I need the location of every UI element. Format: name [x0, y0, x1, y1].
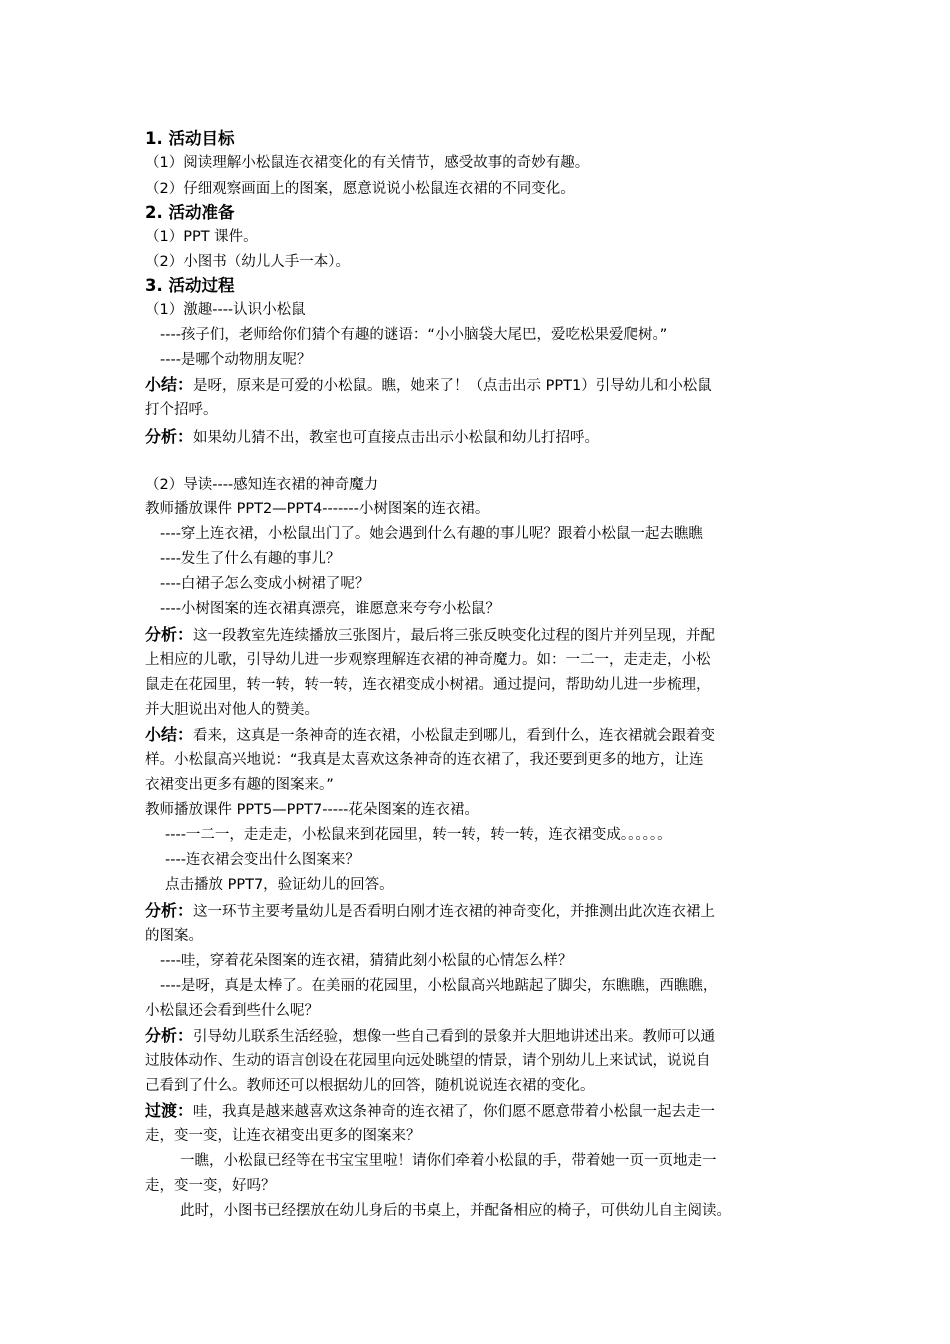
analysis-text: 这一段教室先连续播放三张图片，最后将三张反映变化过程的图片并列呈现，并配 [193, 628, 716, 644]
goal-item: （2）仔细观察画面上的图案，愿意说说小松鼠连衣裙的不同变化。 [145, 181, 575, 197]
prep-item: （2）小图书（幼儿人手一本）。 [145, 254, 350, 270]
analysis-text: 如果幼儿猜不出，教室也可直接点击出示小松鼠和幼儿打招呼。 [193, 430, 600, 446]
dialogue-line: ----穿上连衣裙，小松鼠出门了。她会遇到什么有趣的事儿呢？跟着小松鼠一起去瞧瞧 [160, 526, 703, 542]
body-paragraph: 走，变一变，好吗？ [145, 1178, 276, 1194]
analysis-text: 的图案。 [145, 928, 203, 944]
analysis-text: 这一环节主要考量幼儿是否看明白刚才连衣裙的神奇变化，并推测出此次连衣裙上 [193, 904, 716, 920]
heading-process: 3. 活动过程 [145, 276, 235, 295]
summary-label: 小结： [145, 725, 194, 744]
body-paragraph: 此时，小图书已经摆放在幼儿身后的书桌上，并配备相应的椅子，可供幼儿自主阅读。 [180, 1203, 731, 1219]
summary-label: 小结： [145, 375, 194, 394]
summary-text: 看来，这真是一条神奇的连衣裙，小松鼠走到哪儿，看到什么，连衣裙就会跟着变 [193, 728, 716, 744]
teacher-action: 教师播放课件 PPT2—PPT4-------小树图案的连衣裙。 [145, 501, 490, 517]
transition-text: 走，变一变，让连衣裙变出更多的图案来？ [145, 1128, 421, 1144]
teacher-action: 教师播放课件 PPT5—PPT7-----花朵图案的连衣裙。 [145, 802, 479, 818]
summary-text: 样。小松鼠高兴地说：“我真是太喜欢这条神奇的连衣裙了，我还要到更多的地方，让连 [145, 752, 704, 768]
analysis-label: 分析： [145, 1026, 194, 1045]
transition-label: 过渡： [145, 1101, 194, 1120]
dialogue-line: ----孩子们，老师给你们猜个有趣的谜语：“小小脑袋大尾巴，爱吃松果爱爬树。” [160, 327, 668, 343]
dialogue-line: ----是呀，真是太棒了。在美丽的花园里，小松鼠高兴地踮起了脚尖，东瞧瞧，西瞧瞧， [160, 978, 718, 994]
dialogue-line: ----哇，穿着花朵图案的连衣裙，猜猜此刻小松鼠的心情怎么样？ [160, 953, 573, 969]
analysis-paragraph [145, 1025, 715, 1047]
heading-preparation: 2. 活动准备 [145, 203, 235, 222]
analysis-text: 过肢体动作、生动的语言创设在花园里向远处眺望的情景，请个别幼儿上来试试，说说自 [145, 1053, 711, 1069]
dialogue-line: ----是哪个动物朋友呢？ [160, 352, 312, 368]
dialogue-line: ----小树图案的连衣裙真漂亮，谁愿意来夸夸小松鼠？ [160, 601, 500, 617]
analysis-text: 并大胆说出对他人的赞美。 [145, 702, 319, 718]
summary-text: 是呀，原来是可爱的小松鼠。瞧，她来了！（点击出示 PPT1）引导幼儿和小松鼠 [193, 378, 712, 394]
analysis-paragraph [145, 426, 599, 448]
prep-item: （1）PPT 课件。 [145, 229, 258, 245]
dialogue-line: ----白裙子怎么变成小树裙了呢？ [160, 576, 370, 592]
analysis-text: 鼠走在花园里，转一转，转一转，连衣裙变成小树裙。通过提问，帮助幼儿进一步梳理， [145, 677, 711, 693]
goal-item: （1）阅读理解小松鼠连衣裙变化的有关情节，感受故事的奇妙有趣。 [145, 155, 590, 171]
section-title: （1）激趣----认识小松鼠 [145, 302, 306, 318]
teacher-action: 点击播放 PPT7，验证幼儿的回答。 [165, 877, 394, 893]
analysis-text: 上相应的儿歌，引导幼儿进一步观察理解连衣裙的神奇魔力。如：一二一，走走走，小松 [145, 652, 711, 668]
transition-text: 哇，我真是越来越喜欢这条神奇的连衣裙了，你们愿不愿意带着小松鼠一起去走一 [193, 1104, 716, 1120]
summary-text: 打个招呼。 [145, 402, 218, 418]
analysis-label: 分析： [145, 625, 194, 644]
dialogue-line: 小松鼠还会看到些什么呢？ [145, 1003, 319, 1019]
summary-paragraph [145, 724, 715, 746]
summary-text: 衣裙变出更多有趣的图案来。” [145, 777, 334, 793]
analysis-label: 分析： [145, 427, 194, 446]
dialogue-line: ----发生了什么有趣的事儿？ [160, 551, 341, 567]
body-paragraph: 一瞧，小松鼠已经等在书宝宝里啦！请你们牵着小松鼠的手，带着她一页一页地走一 [180, 1153, 717, 1169]
dialogue-line: ----连衣裙会变出什么图案来？ [165, 852, 360, 868]
analysis-text: 己看到了什么。教师还可以根据幼儿的回答，随机说说连衣裙的变化。 [145, 1078, 595, 1094]
transition-paragraph [145, 1100, 715, 1122]
analysis-paragraph [145, 624, 715, 646]
dialogue-line: ----一二一，走走走，小松鼠来到花园里，转一转，转一转，连衣裙变成。。。。。。 [165, 827, 672, 843]
analysis-paragraph [145, 900, 715, 922]
heading-goals: 1. 活动目标 [145, 129, 235, 148]
analysis-text: 引导幼儿联系生活经验，想像一些自己看到的景象并大胆地讲述出来。教师可以通 [193, 1029, 716, 1045]
summary-paragraph [145, 374, 712, 396]
section-title: （2）导读----感知连衣裙的神奇魔力 [145, 477, 379, 493]
analysis-label: 分析： [145, 901, 194, 920]
